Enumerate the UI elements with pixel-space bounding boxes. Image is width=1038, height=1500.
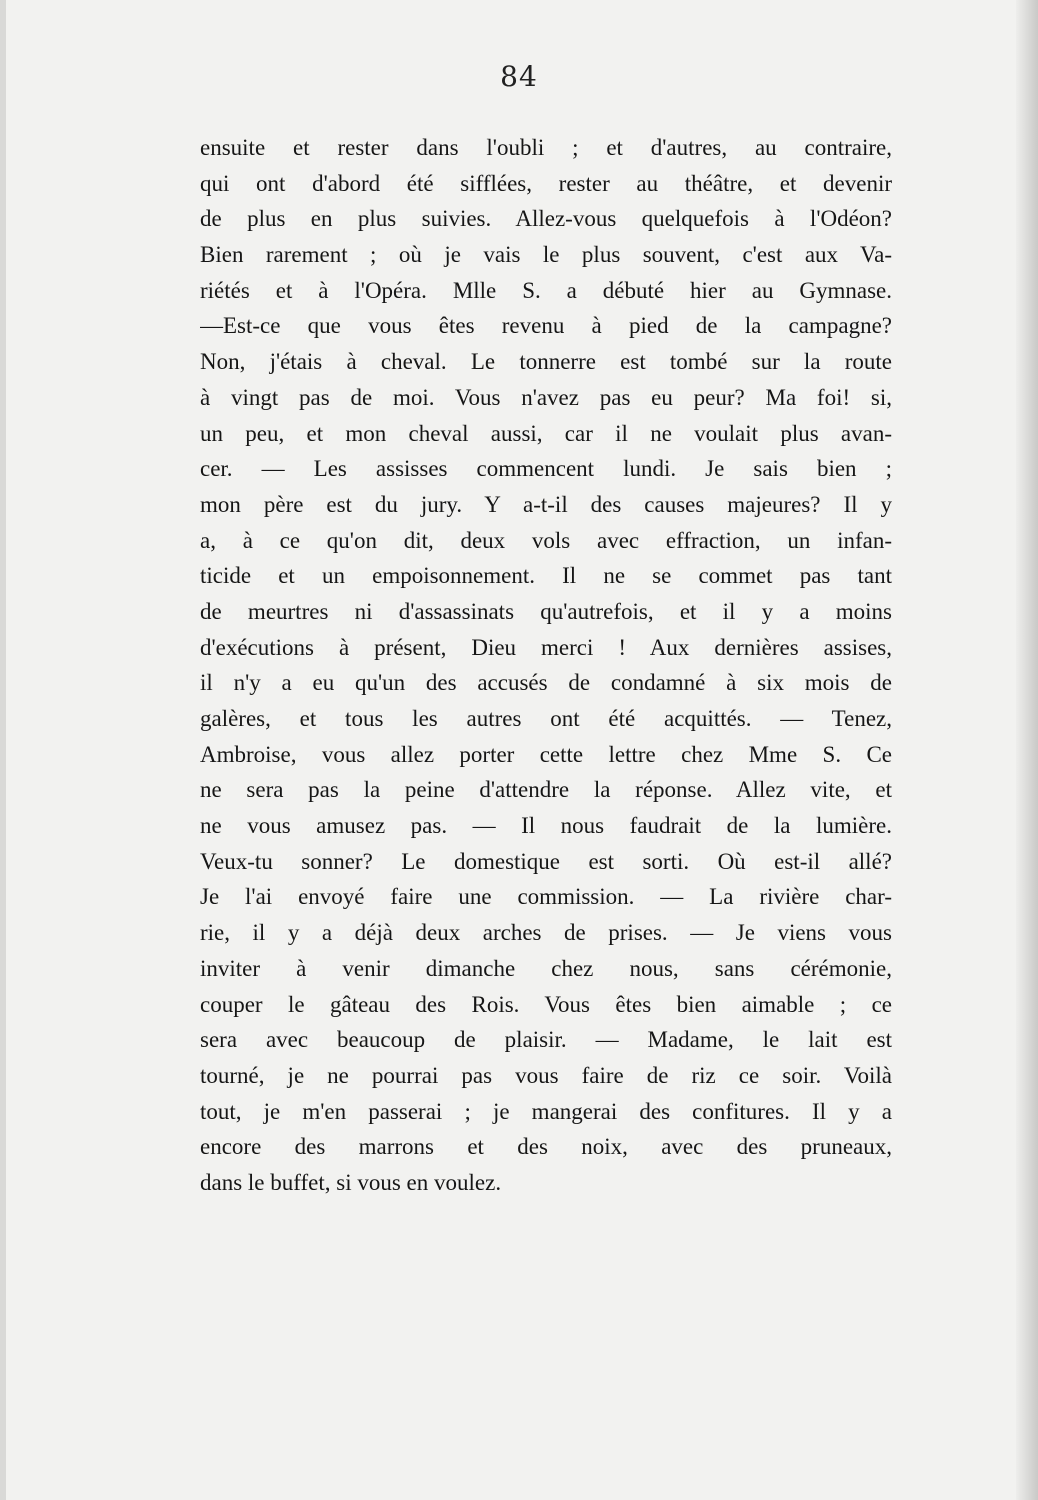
- text-line: galères, et tous les autres ont été acquittés. — Tenez,: [200, 706, 892, 731]
- text-line: Ambroise, vous allez porter cette lettre chez Mme S. Ce: [200, 741, 892, 767]
- text-line: à vingt pas de moi. Vous n'avez pas eu peur? Ma foi! si,: [200, 384, 892, 410]
- page-left-edge: [0, 0, 6, 1500]
- text-line: ensuite et rester dans l'oubli ; et d'autres, au contraire,: [200, 135, 892, 160]
- text-line: Non, j'étais à cheval. Le tonnerre est tombé sur la route: [200, 349, 892, 375]
- text-line: qui ont d'abord été sifflées, rester au théâtre, et devenir: [200, 170, 892, 196]
- text-line: a, à ce qu'on dit, deux vols avec effraction, un infan-: [200, 527, 892, 553]
- text-line: ticide et un empoisonnement. Il ne se commet pas tant: [200, 563, 892, 589]
- text-line: de meurtres ni d'assassinats qu'autrefois, et il y a moins: [200, 598, 892, 624]
- text-line: tout, je m'en passerai ; je mangerai des confitures. Il y a: [200, 1098, 892, 1124]
- text-line: ne sera pas la peine d'attendre la réponse. Allez vite, et: [200, 777, 892, 803]
- text-line: il n'y a eu qu'un des accusés de condamné à six mois de: [200, 670, 892, 696]
- page-right-edge: [1016, 0, 1038, 1500]
- text-line: Veux-tu sonner? Le domestique est sorti. Où est-il allé?: [200, 848, 892, 874]
- text-line: encore des marrons et des noix, avec des pruneaux,: [200, 1134, 892, 1160]
- text-line: rie, il y a déjà deux arches de prises. — Je viens vous: [200, 920, 892, 946]
- text-line: tourné, je ne pourrai pas vous faire de riz ce soir. Voilà: [200, 1062, 892, 1088]
- text-line-last: dans le buffet, si vous en voulez.: [200, 1169, 502, 1195]
- text-line: cer. — Les assisses commencent lundi. Je sais bien ;: [200, 456, 892, 482]
- text-line: Bien rarement ; où je vais le plus souvent, c'est aux Va-: [200, 242, 892, 268]
- text-line: ne vous amusez pas. — Il nous faudrait de la lumière.: [200, 813, 892, 839]
- text-line: Je l'ai envoyé faire une commission. — La rivière char-: [200, 884, 892, 910]
- text-line: sera avec beaucoup de plaisir. — Madame, le lait est: [200, 1027, 892, 1053]
- text-line: —Est-ce que vous êtes revenu à pied de la campagne?: [200, 313, 892, 339]
- body-text: [200, 130, 892, 1201]
- text-line: de plus en plus suivies. Allez-vous quelquefois à l'Odéon?: [200, 206, 892, 232]
- page-number: 84: [500, 60, 538, 93]
- text-line: d'exécutions à présent, Dieu merci ! Aux dernières assises,: [200, 634, 892, 660]
- text-line: inviter à venir dimanche chez nous, sans cérémonie,: [200, 955, 892, 981]
- text-line: riétés et à l'Opéra. Mlle S. a débuté hier au Gymnase.: [200, 277, 892, 303]
- text-line: un peu, et mon cheval aussi, car il ne voulait plus avan-: [200, 420, 892, 446]
- text-line: mon père est du jury. Y a-t-il des causes majeures? Il y: [200, 491, 892, 517]
- text-line: couper le gâteau des Rois. Vous êtes bien aimable ; ce: [200, 991, 892, 1017]
